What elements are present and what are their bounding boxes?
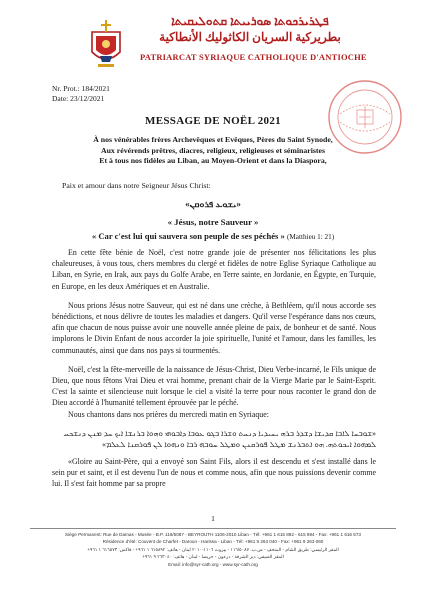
letterhead-syriac-name: ܦܛܪܝܪܟܘܬܐ ܣܘܪܝܝܬܐ ܩܬܘܠܝܩܝܬܐ: [171, 14, 329, 28]
body-paragraph: Nous prions Jésus notre Sauveur, qui est né dans une crèche, à Bethléem, qu'il nous accorde ses bénédictions, et nous délivre de toutes les maladies et dangers. Qu'il verse l'espérance dans nos cœurs, afin que chacun de nous puisse avoir une nouvelle année pleine de paix, de bonheur et de santé. Nous implorons le Divin Enfant de nous accorder la joie spirituelle, l'unité et l'amour, dans les familles, les communautés, ainsi que dans nos pays si tourmentés.: [52, 300, 376, 355]
footer-line: Siège Permanent: Rue de Damas - Musée - B.P. 116/5087 - BEYROUTH 1106-2010 Liban - Tél: +961 1 615 892 - 615 894 - Fax: +961 1 616 573: [65, 532, 361, 537]
letterhead-latin-name: PATRIARCAT SYRIAQUE CATHOLIQUE D'ANTIOCHE: [140, 52, 367, 62]
quote-verse-line: [0, 231, 426, 241]
footer-line: المقر الصيفي: دير الشرفة - درعون - حريصا - لبنان - هاتف: ٢٦٣٠٤٠ ٩ ٩٦١+: [142, 554, 284, 560]
footer-line: Résidence d'été: Couvent de Charfet - Daroun - Harissa - Liban - Tél: +961 9 263 040 - Fax: +961 9 263 060: [102, 539, 324, 545]
address-line: Et à tous nos fidèles au Liban, au Moyen-Orient et dans la Diaspora,: [99, 156, 327, 166]
footer-contact-line: Email: info@syr-cath.org - www.syr-cath.org: [168, 561, 258, 567]
footer-line: المقر الرئيسي: طريق الشام - المتحف - ص.ب. ١١٦/٥٠٨٧ - بيروت ١١٠٦-٢٠١٠ لبنان - هاتف: ٦١٥٨٩٢ ١ ٩٦١+ - فاكس: ٦١٦٥٧٣ ١ ٩٦١+: [87, 546, 339, 552]
address-block: [40, 135, 386, 167]
letterhead-arabic-name: بطريركية السريان الكاثوليك الأنطاكية: [159, 30, 341, 44]
syriac-heading: «ܝܫܘܥ ܦܪܘܩܢ»: [185, 199, 241, 209]
body-paragraph: Nous chantons dans nos prières du mercredi matin en Syriaque:: [68, 409, 269, 419]
address-line: À nos vénérables frères Archevêques et Evêques, Pères du Saint Synode,: [93, 135, 333, 144]
body-paragraph: «Gloire au Saint-Père, qui a envoyé son Saint Fils, alors il est descendu et s'est installé dans le sein pur et saint, et il est devenu l'un de nous et comme nous, afin que nous puissions devenir comme lui. Il s'est fait homme par sa propre: [52, 456, 376, 489]
reference-block: [52, 84, 110, 104]
syriac-hymn: «ܫܘܒܚܐ ܠܐܒܐ ܩܕܝܫܐ ܕܫܕܪ ܒܪܗ ܝܚܝܕܝܐ ܕܢܚܬ ܘܫܪܐ ܒܓܘ ܥܘܒܐ ܕܐܒܘܗܝ ܘܗܘܐ ܒܪܢܫܐ ܐܝܟ ܚܕ ܡܢܢ ܕܢܫܟܚ ܠܡܗܘܐ ܐܝܟܘܬܗ. ܗܘ ܐܬܒܪܢܫ ܡܛܠ ܦܘܪܩܢܢ ܘܡܛܠ ܚܘܒܗ ܪܒܐ ܘܢܗܘܐ ܠܢ ܦܘܪܩܢܐ ܠܥܠܡ»: [63, 428, 376, 449]
letter-date: Date: 23/12/2021: [52, 94, 105, 103]
greeting: Paix et amour dans notre Seigneur Jésus Christ:: [62, 181, 211, 190]
message-title: MESSAGE DE NOËL 2021: [145, 115, 281, 127]
body-paragraph: En cette fête bénie de Noël, c'est notre grande joie de présenter nos félicitations les plus chaleureuses, à vous tous, chers membres du clergé et fidèles de notre Eglise Syriaque Catholique au Liban, en Syrie, en Irak, aux pays du Golfe Arabe, en Terre sainte, en Jordanie, en Égypte, en Turquie, en Europe, en les deux Amériques et en Australie.: [52, 248, 376, 291]
patriarchal-crest-icon: [88, 18, 124, 70]
quote-title: « Jésus, notre Sauveur »: [167, 217, 259, 227]
body-paragraph: Noël, c'est la fête-merveille de la naissance de Jésus-Christ, Dieu Verbe-incarné, le Fils unique de Dieu, que nous fêtons Vrai Dieu et vrai homme, prenant chair de la Vierge Marie par le Saint-Esprit. C'est la sainte et silencieuse nuit lorsque le ciel a visité la terre pour nous raconter le grand don de Dieu accordé à l'humanité tellement éprouvée par le péché.: [52, 364, 376, 408]
letterhead-footer: [24, 531, 402, 568]
address-line: Aux révérends prêtres, diacres, religieux, religieuses et séminaristes: [100, 145, 326, 155]
protocol-number: Nr. Prot.: 184/2021: [52, 84, 110, 93]
footer-divider: [30, 528, 396, 529]
quote-reference: (Matthieu 1: 21): [287, 233, 335, 241]
message-body: [52, 247, 376, 497]
quote-verse: « Car c'est lui qui sauvera son peuple de ses péchés »: [91, 231, 285, 241]
page-number: 1: [211, 514, 215, 523]
